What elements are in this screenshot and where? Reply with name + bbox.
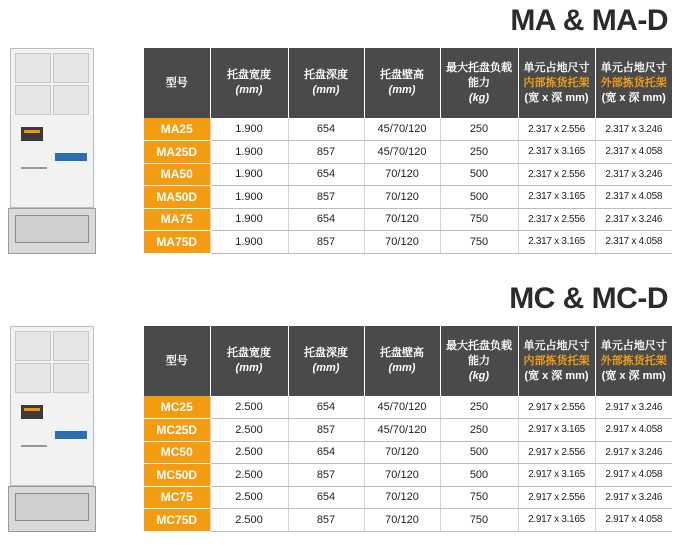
table-row <box>144 509 672 532</box>
cell-external: 2.917 x 3.246 <box>595 441 672 464</box>
header-label: 单元占地尺寸 <box>600 339 667 352</box>
cell-depth: 857 <box>288 509 364 532</box>
header-unit: (mm) <box>312 362 340 374</box>
cell-wall: 70/120 <box>364 441 440 464</box>
spec-table-ma <box>144 48 672 254</box>
table-row <box>144 208 672 231</box>
cell-wall: 45/70/120 <box>364 419 440 442</box>
cell-model: MA50D <box>144 186 210 209</box>
cell-internal: 2.917 x 2.556 <box>518 441 595 464</box>
cell-load: 750 <box>440 231 518 254</box>
header-tray-width <box>210 48 288 118</box>
cell-external: 2.917 x 3.246 <box>595 396 672 419</box>
table-row <box>144 419 672 442</box>
table-row <box>144 441 672 464</box>
header-unit: (mm) <box>235 84 263 96</box>
cell-internal: 2.317 x 3.165 <box>518 231 595 254</box>
table-row <box>144 231 672 254</box>
table-row <box>144 396 672 419</box>
header-tray-wall-height <box>364 48 440 118</box>
header-tray-depth <box>288 326 364 396</box>
table-row <box>144 141 672 164</box>
cabinet-panel <box>15 363 51 393</box>
cell-depth: 654 <box>288 441 364 464</box>
header-unit: (kg) <box>468 91 490 104</box>
label-line <box>21 445 47 447</box>
cell-model: MC25 <box>144 396 210 419</box>
cabinet-panel <box>53 363 89 393</box>
header-label: 能力 <box>468 354 490 367</box>
cell-model: MA75 <box>144 208 210 231</box>
cell-model: MC50 <box>144 441 210 464</box>
brand-tag-icon <box>55 431 87 439</box>
cell-load: 500 <box>440 464 518 487</box>
cell-external: 2.317 x 3.246 <box>595 208 672 231</box>
cell-model: MC25D <box>144 419 210 442</box>
header-unit: (kg) <box>468 369 490 382</box>
cell-width: 1.900 <box>210 163 288 186</box>
header-max-load <box>440 326 518 396</box>
cell-model: MA75D <box>144 231 210 254</box>
series-title-mc: MC & MC-D <box>509 282 668 315</box>
cell-load: 750 <box>440 486 518 509</box>
cell-internal: 2.917 x 3.165 <box>518 419 595 442</box>
cell-model: MC50D <box>144 464 210 487</box>
cell-width: 2.500 <box>210 441 288 464</box>
header-unit: (宽 x 深 mm) <box>601 91 666 104</box>
cell-depth: 857 <box>288 464 364 487</box>
header-label: 托盘深度 <box>304 69 348 81</box>
cell-width: 1.900 <box>210 208 288 231</box>
tray-drawer-icon <box>8 208 96 254</box>
cell-model: MC75D <box>144 509 210 532</box>
cell-depth: 857 <box>288 231 364 254</box>
table-header-row <box>144 48 672 118</box>
cell-wall: 70/120 <box>364 486 440 509</box>
header-unit: (mm) <box>388 362 416 374</box>
cell-model: MA25D <box>144 141 210 164</box>
cabinet-panel <box>15 331 51 361</box>
header-label: 托盘壁高 <box>380 69 424 81</box>
header-footprint-internal <box>518 48 595 118</box>
cabinet-panel <box>15 85 51 115</box>
cell-load: 750 <box>440 208 518 231</box>
header-tray-depth <box>288 48 364 118</box>
cell-external: 2.317 x 4.058 <box>595 186 672 209</box>
cell-load: 750 <box>440 509 518 532</box>
header-unit: (宽 x 深 mm) <box>601 369 666 382</box>
cell-model: MA50 <box>144 163 210 186</box>
header-label: 托盘宽度 <box>227 69 271 81</box>
header-unit: (mm) <box>388 84 416 96</box>
cell-wall: 70/120 <box>364 509 440 532</box>
cell-external: 2.917 x 4.058 <box>595 419 672 442</box>
header-unit: (mm) <box>312 84 340 96</box>
cell-external: 2.317 x 3.246 <box>595 118 672 141</box>
machine-illustration-ma <box>8 48 96 254</box>
modula-logo-icon <box>21 405 43 419</box>
header-highlight: 外部拣货托架 <box>600 76 667 89</box>
table-row <box>144 186 672 209</box>
header-label: 单元占地尺寸 <box>523 339 590 352</box>
cell-load: 500 <box>440 163 518 186</box>
header-unit: (宽 x 深 mm) <box>524 91 589 104</box>
cell-width: 1.900 <box>210 231 288 254</box>
cell-internal: 2.917 x 3.165 <box>518 509 595 532</box>
cell-width: 1.900 <box>210 141 288 164</box>
header-highlight: 外部拣货托架 <box>600 354 667 367</box>
cell-wall: 70/120 <box>364 231 440 254</box>
cell-load: 250 <box>440 419 518 442</box>
cell-model: MC75 <box>144 486 210 509</box>
header-highlight: 内部拣货托架 <box>523 76 590 89</box>
table-row <box>144 118 672 141</box>
header-footprint-external <box>595 326 672 396</box>
series-title-ma: MA & MA-D <box>510 4 668 37</box>
cell-load: 500 <box>440 441 518 464</box>
cabinet-body <box>10 326 94 486</box>
cell-width: 2.500 <box>210 486 288 509</box>
header-highlight: 内部拣货托架 <box>523 354 590 367</box>
cell-external: 2.917 x 3.246 <box>595 486 672 509</box>
header-footprint-internal <box>518 326 595 396</box>
cell-depth: 654 <box>288 396 364 419</box>
header-footprint-external <box>595 48 672 118</box>
header-unit: (mm) <box>235 362 263 374</box>
cell-internal: 2.317 x 3.165 <box>518 186 595 209</box>
cabinet-panel <box>53 53 89 83</box>
cabinet-body <box>10 48 94 208</box>
cabinet-panel <box>53 331 89 361</box>
header-tray-width <box>210 326 288 396</box>
cell-depth: 654 <box>288 163 364 186</box>
cell-depth: 654 <box>288 118 364 141</box>
cell-width: 2.500 <box>210 464 288 487</box>
cell-load: 250 <box>440 396 518 419</box>
cabinet-panel <box>15 53 51 83</box>
table-row <box>144 464 672 487</box>
cell-wall: 45/70/120 <box>364 118 440 141</box>
header-max-load <box>440 48 518 118</box>
header-label: 能力 <box>468 76 490 89</box>
cell-wall: 45/70/120 <box>364 396 440 419</box>
brand-tag-icon <box>55 153 87 161</box>
cell-width: 1.900 <box>210 118 288 141</box>
cell-depth: 857 <box>288 141 364 164</box>
cell-width: 1.900 <box>210 186 288 209</box>
cell-internal: 2.317 x 2.556 <box>518 163 595 186</box>
cell-width: 2.500 <box>210 396 288 419</box>
cell-internal: 2.317 x 3.165 <box>518 141 595 164</box>
header-label: 托盘宽度 <box>227 347 271 359</box>
machine-illustration-mc <box>8 326 96 532</box>
cell-depth: 857 <box>288 419 364 442</box>
header-label: 单元占地尺寸 <box>600 61 667 74</box>
cell-internal: 2.917 x 3.165 <box>518 464 595 487</box>
cell-external: 2.317 x 4.058 <box>595 231 672 254</box>
cell-external: 2.917 x 4.058 <box>595 464 672 487</box>
modula-logo-icon <box>21 127 43 141</box>
header-tray-wall-height <box>364 326 440 396</box>
table-header-row <box>144 326 672 396</box>
cell-load: 250 <box>440 141 518 164</box>
cell-internal: 2.317 x 2.556 <box>518 118 595 141</box>
cell-depth: 654 <box>288 486 364 509</box>
cell-wall: 70/120 <box>364 464 440 487</box>
header-label: 最大托盘负载 <box>446 61 512 74</box>
tray-drawer-icon <box>8 486 96 532</box>
header-label: 托盘深度 <box>304 347 348 359</box>
header-unit: (宽 x 深 mm) <box>524 369 589 382</box>
cell-external: 2.317 x 3.246 <box>595 163 672 186</box>
cell-width: 2.500 <box>210 509 288 532</box>
cell-internal: 2.917 x 2.556 <box>518 396 595 419</box>
cell-depth: 654 <box>288 208 364 231</box>
cell-load: 500 <box>440 186 518 209</box>
cell-wall: 70/120 <box>364 208 440 231</box>
cell-model: MA25 <box>144 118 210 141</box>
cell-load: 250 <box>440 118 518 141</box>
spec-table-mc <box>144 326 672 532</box>
cell-internal: 2.917 x 2.556 <box>518 486 595 509</box>
cell-width: 2.500 <box>210 419 288 442</box>
cell-external: 2.317 x 4.058 <box>595 141 672 164</box>
table-row <box>144 486 672 509</box>
header-model: 型号 <box>144 326 210 396</box>
label-line <box>21 167 47 169</box>
header-model: 型号 <box>144 48 210 118</box>
header-label: 单元占地尺寸 <box>523 61 590 74</box>
table-row <box>144 163 672 186</box>
header-label: 托盘壁高 <box>380 347 424 359</box>
cell-wall: 70/120 <box>364 163 440 186</box>
cell-wall: 70/120 <box>364 186 440 209</box>
cell-external: 2.917 x 4.058 <box>595 509 672 532</box>
cell-depth: 857 <box>288 186 364 209</box>
cell-internal: 2.317 x 2.556 <box>518 208 595 231</box>
cell-wall: 45/70/120 <box>364 141 440 164</box>
header-label: 最大托盘负载 <box>446 339 512 352</box>
cabinet-panel <box>53 85 89 115</box>
